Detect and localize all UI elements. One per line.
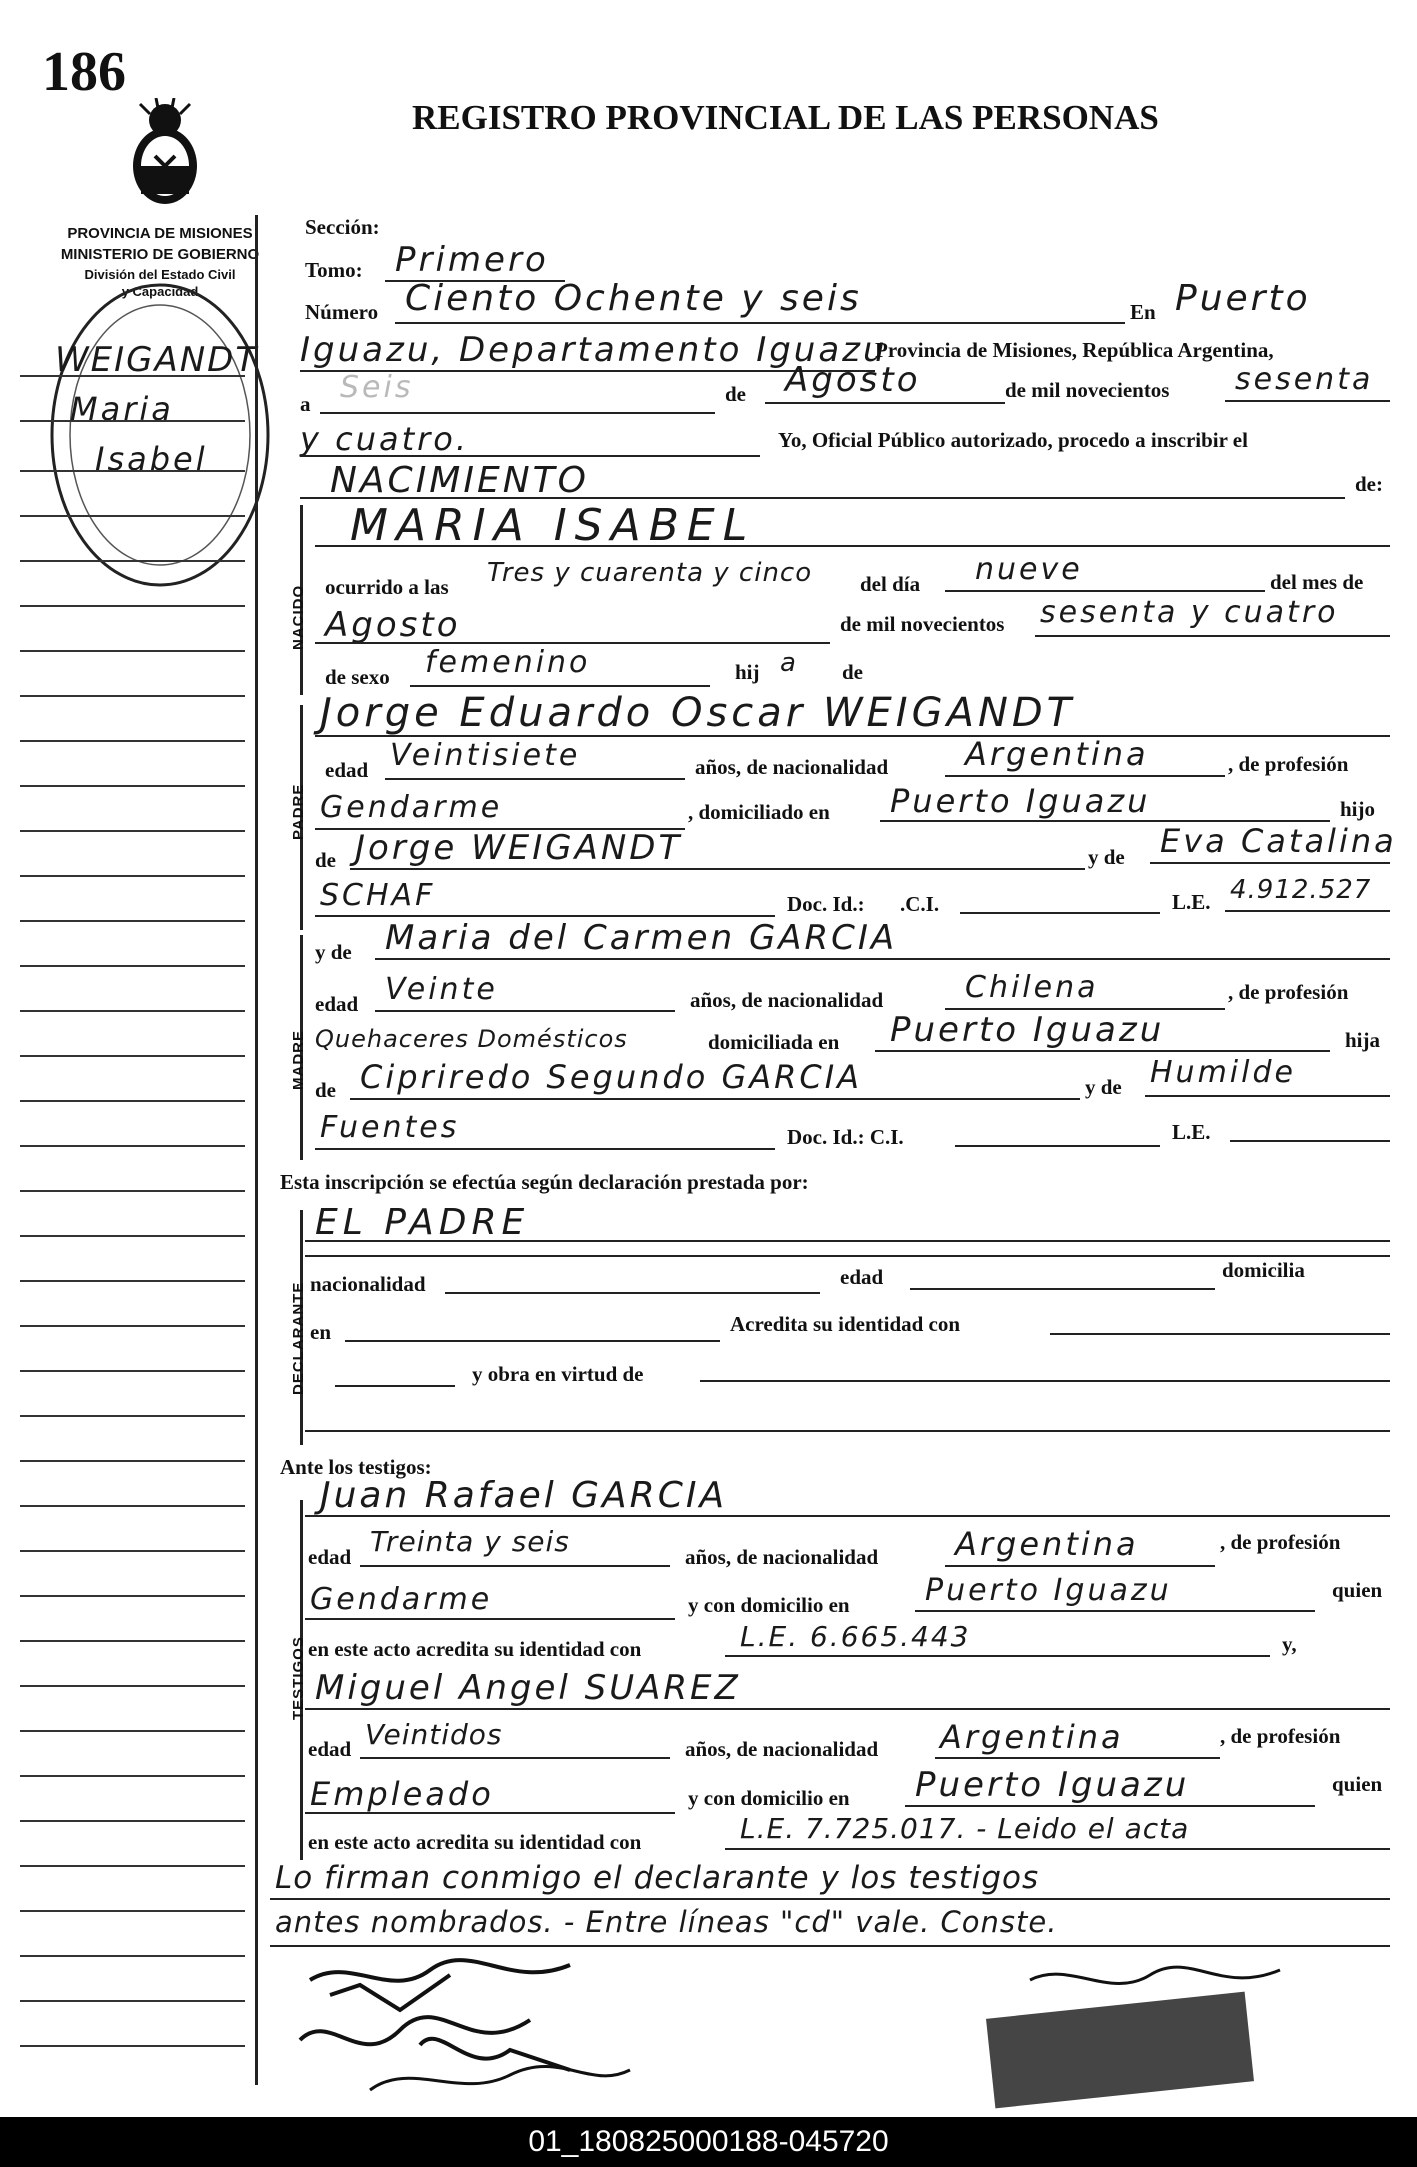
stub-rule [20,470,245,472]
line-t2-edad [360,1757,670,1759]
label-madre-y-de: y de [315,940,352,964]
line-t1-nac [945,1565,1215,1567]
line-padre-nombre [315,735,1390,737]
label-t1-nacionalidad: años, de nacionalidad [685,1545,879,1569]
stub-name-2: Isabel [95,440,208,478]
line-edad-declarante [910,1288,1215,1290]
label-sexo: de sexo [325,665,390,689]
value-lugar-1: Puerto [1175,278,1311,319]
value-abuela-materna-1: Humilde [1150,1055,1296,1090]
label-padre-doc-id: Doc. Id.: [787,892,865,916]
line-dia-nac [945,590,1265,592]
line-madre-dom [875,1050,1330,1052]
stub-rule [20,1370,245,1372]
value-abuelo-paterno: Jorge WEIGANDT [355,828,683,868]
footer-bar [0,2117,1417,2167]
stub-rule [20,2045,245,2047]
label-de-colon: de: [1355,472,1383,496]
stub-rule [20,740,245,742]
stub-rule [20,1190,245,1192]
stub-rule [20,830,245,832]
stub-divider [255,215,258,2085]
line-t1-dom [915,1610,1315,1612]
value-t1-nacionalidad: Argentina [955,1525,1139,1563]
line-anio-2 [300,455,760,457]
value-abuela-materna-2: Fuentes [320,1110,460,1145]
value-dia-nac: nueve [975,552,1083,587]
section-label-padre: PADRE [290,783,307,840]
line-declarante-2 [305,1255,1390,1257]
stub-rule [20,1640,245,1642]
line-nacionalidad [445,1292,820,1294]
line-padre-nac [945,775,1225,777]
line-abuela-mat-2 [315,1148,775,1150]
value-tomo: Primero [395,240,549,280]
line-dia [320,412,715,414]
label-numero: Número [305,300,379,324]
value-dia: Seis [340,370,414,405]
line-acto [300,497,1345,499]
label-t2-acredita: en este acto acredita su identidad con [308,1830,642,1854]
stub-rule [20,1505,245,1507]
label-tomo: Tomo: [305,258,363,282]
stub-rule [20,1055,245,1057]
line-t1-edad [360,1565,670,1567]
line-numero [395,322,1125,324]
label-t2-quien: quien [1332,1772,1383,1796]
value-madre-nombre: Maria del Carmen GARCIA [385,918,898,958]
label-t1-profesion: , de profesión [1220,1530,1341,1554]
section-label-madre: MADRE [290,1030,307,1090]
label-t1-y: y, [1282,1632,1297,1656]
line-acredita [1050,1333,1390,1335]
label-edad-declarante: edad [840,1265,884,1289]
stub-rule [20,695,245,697]
value-t2-documento: L.E. 7.725.017. - Leido el acta [740,1812,1190,1845]
value-madre-nacionalidad: Chilena [965,970,1099,1005]
value-anio-2: y cuatro. [300,420,470,458]
stub-rule [20,1775,245,1777]
value-testigo-2: Miguel Angel SUAREZ [315,1668,741,1708]
page-number: 186 [42,41,126,103]
value-abuela-paterna-2: SCHAF [320,878,436,913]
label-t1-quien: quien [1332,1578,1383,1602]
label-padre-le: L.E. [1172,890,1211,914]
label-de-mil-2: de mil novecientos [840,612,1005,636]
label-del-dia: del día [860,572,921,596]
value-nombre: MARIA ISABEL [350,500,756,551]
closing-text-1: Lo firman conmigo el declarante y los testigos [275,1860,1040,1896]
label-padre-edad: edad [325,758,369,782]
label-t1-edad: edad [308,1545,352,1569]
stub-rule [20,560,245,562]
value-t1-edad: Treinta y seis [370,1525,570,1558]
value-madre-edad: Veinte [385,972,498,1007]
stub-surname: WEIGANDT [55,340,259,380]
label-hija: hija [1345,1028,1381,1052]
signatures [270,1950,1390,2110]
label-padre-ci: .C.I. [900,892,940,916]
line-closing-1 [270,1898,1390,1900]
stub-province: PROVINCIA DE MISIONES [67,225,253,242]
label-t2-edad: edad [308,1737,352,1761]
value-padre-profesion: Gendarme [320,790,503,825]
stub-rule [20,1100,245,1102]
value-t1-domicilio: Puerto Iguazu [925,1573,1172,1608]
label-en-declarante: en [310,1320,331,1344]
line-abuela-mat [1145,1095,1390,1097]
official-seal-stamp [45,275,275,595]
label-del-mes: del mes de [1270,570,1364,594]
label-yo: Yo, Oficial Público autorizado, procedo a inscribir el [778,428,1248,452]
stub-rule [20,420,245,422]
line-t2-nac [935,1757,1220,1759]
closing-text-2: antes nombrados. - Entre líneas "cd" vale. Conste. [275,1905,1058,1939]
stub-rule [20,1550,245,1552]
stub-ministry: MINISTERIO DE GOBIERNO [60,246,260,263]
line-padre-ci [960,912,1160,914]
line-madre-ci [955,1145,1160,1147]
line-abuela-pat [1150,862,1390,864]
value-abuelo-materno: Cipriredo Segundo GARCIA [360,1058,863,1096]
label-madre-le: L.E. [1172,1120,1211,1144]
label-madre-nacionalidad: años, de nacionalidad [690,988,884,1012]
stub-rule [20,1910,245,1912]
line-declarante-end [305,1430,1390,1432]
label-madre-y-de-2: y de [1085,1075,1122,1099]
line-madre-nombre [375,958,1390,960]
line-closing-2 [270,1945,1390,1947]
label-t2-profesion: , de profesión [1220,1724,1341,1748]
label-padre-domicilio: , domiciliado en [688,800,830,824]
value-padre-le: 4.912.527 [1230,875,1372,905]
label-declaracion: Esta inscripción se efectúa según declaración prestada por: [280,1170,809,1194]
line-abuela-pat-2 [315,915,775,917]
stub-rule [20,920,245,922]
stub-rule [20,605,245,607]
value-padre-edad: Veintisiete [390,738,581,773]
stub-rule [20,965,245,967]
label-t2-domicilio: y con domicilio en [688,1786,850,1810]
label-t1-acredita: en este acto acredita su identidad con [308,1637,642,1661]
stub-rule [20,1235,245,1237]
label-de-hij: de [842,660,863,684]
line-en-declarante [345,1340,720,1342]
value-abuela-paterna-1: Eva Catalina [1160,822,1397,860]
value-padre-domicilio: Puerto Iguazu [890,782,1151,820]
stub-rule [20,1865,245,1867]
stub-rule [20,785,245,787]
stub-rule [20,1280,245,1282]
line-declarante [305,1240,1390,1242]
label-obra: y obra en virtud de [472,1362,644,1386]
stub-rule [20,515,245,517]
stub-division: División del Estado Civil [84,267,236,282]
label-t2-nacionalidad: años, de nacionalidad [685,1737,879,1761]
value-mes: Agosto [785,360,921,400]
line-padre-edad [385,778,685,780]
value-lugar-2: Iguazu, Departamento Iguazu [300,330,888,370]
stub-capacity: y Capacidad [121,284,199,299]
line-testigo-2 [305,1708,1390,1710]
line-t2-dom [905,1805,1315,1807]
line-abuelo-pat [350,868,1085,870]
label-t1-domicilio: y con domicilio en [688,1593,850,1617]
line-t2-doc [725,1848,1390,1850]
line-abuelo-mat [350,1098,1080,1100]
section-label-declarante: DECLARANTE [290,1281,307,1395]
line-obra [700,1380,1390,1382]
stub-rule [20,1820,245,1822]
label-de-mil: de mil novecientos [1005,378,1170,402]
line-anio-nac [1035,635,1390,637]
label-padre-y-de: y de [1088,845,1125,869]
value-sexo: femenino [425,645,591,680]
label-acredita: Acredita su identidad con [730,1312,961,1336]
label-madre-de: de [315,1078,336,1102]
section-label-nacido: NACIDO [290,584,307,650]
value-declarante: EL PADRE [315,1202,530,1243]
value-padre-nombre: Jorge Eduardo Oscar WEIGANDT [320,690,1076,736]
label-padre-profesion: , de profesión [1228,752,1349,776]
stub-rule [20,1595,245,1597]
value-hij-suffix: a [780,648,799,678]
label-de: de [725,382,746,406]
label-ocurrido: ocurrido a las [325,575,449,599]
label-madre-doc-id: Doc. Id.: C.I. [787,1125,904,1149]
stub-rule [20,1955,245,1957]
value-t1-documento: L.E. 6.665.443 [740,1620,971,1653]
value-hora: Tres y cuarenta y cinco [487,558,813,588]
line-madre-le [1230,1140,1390,1142]
stub-rule [20,1145,245,1147]
coat-of-arms-emblem [120,98,210,208]
label-domicilia: domicilia [1222,1258,1305,1282]
label-provincia: Provincia de Misiones, República Argentina, [875,338,1274,362]
stub-rule [20,1460,245,1462]
label-nacionalidad: nacionalidad [310,1272,426,1296]
stub-rule [20,1730,245,1732]
label-padre-de: de [315,848,336,872]
stub-rule [20,375,245,377]
stub-name-1: Maria [70,390,174,428]
value-madre-profesion: Quehaceres Domésticos [315,1025,628,1053]
line-madre-edad [375,1010,675,1012]
line-sexo [410,685,710,687]
value-padre-nacionalidad: Argentina [965,735,1149,773]
line-mes-nac [315,642,830,644]
value-numero: Ciento Ochente y seis [405,278,862,319]
value-anio-1: sesenta [1235,362,1374,397]
footer-code: 01_180825000188-045720 [528,2125,889,2158]
line-padre-le [1225,910,1390,912]
document-title: REGISTRO PROVINCIAL DE LAS PERSONAS [412,98,1159,137]
line-mes [765,402,1005,404]
line-testigo-1 [305,1515,1390,1517]
value-t2-edad: Veintidos [365,1718,503,1751]
value-t1-profesion: Gendarme [310,1582,493,1617]
label-testigos: Ante los testigos: [280,1455,432,1479]
value-t2-profesion: Empleado [310,1775,494,1813]
label-madre-edad: edad [315,992,359,1016]
line-t1-doc [725,1655,1270,1657]
value-madre-domicilio: Puerto Iguazu [890,1010,1165,1050]
value-t2-domicilio: Puerto Iguazu [915,1765,1190,1805]
value-acto: NACIMIENTO [330,460,589,501]
stub-rule [20,1415,245,1417]
label-seccion: Sección: [305,215,380,239]
stub-rule [20,875,245,877]
line-obra-pre [335,1385,455,1387]
label-en: En [1130,300,1156,324]
stub-rule [20,1010,245,1012]
label-hijo: hijo [1340,797,1376,821]
stub-rule [20,1685,245,1687]
label-padre-nacionalidad: años, de nacionalidad [695,755,889,779]
value-t2-nacionalidad: Argentina [940,1718,1124,1756]
section-label-testigos: TESTIGOS [290,1636,307,1720]
value-mes-nac: Agosto [325,605,461,645]
stub-rule [20,2000,245,2002]
label-madre-profesion: , de profesión [1228,980,1349,1004]
label-a: a [300,392,311,416]
line-t2-prof [305,1812,675,1814]
value-testigo-1: Juan Rafael GARCIA [320,1475,728,1516]
line-t1-prof [305,1618,675,1620]
value-anio-nac: sesenta y cuatro [1040,595,1339,630]
label-hij: hij [735,660,760,684]
stub-rule [20,1325,245,1327]
stub-rule [20,650,245,652]
label-madre-domicilio: domiciliada en [708,1030,840,1054]
line-anio [1225,400,1390,402]
line-nombre [315,545,1390,547]
